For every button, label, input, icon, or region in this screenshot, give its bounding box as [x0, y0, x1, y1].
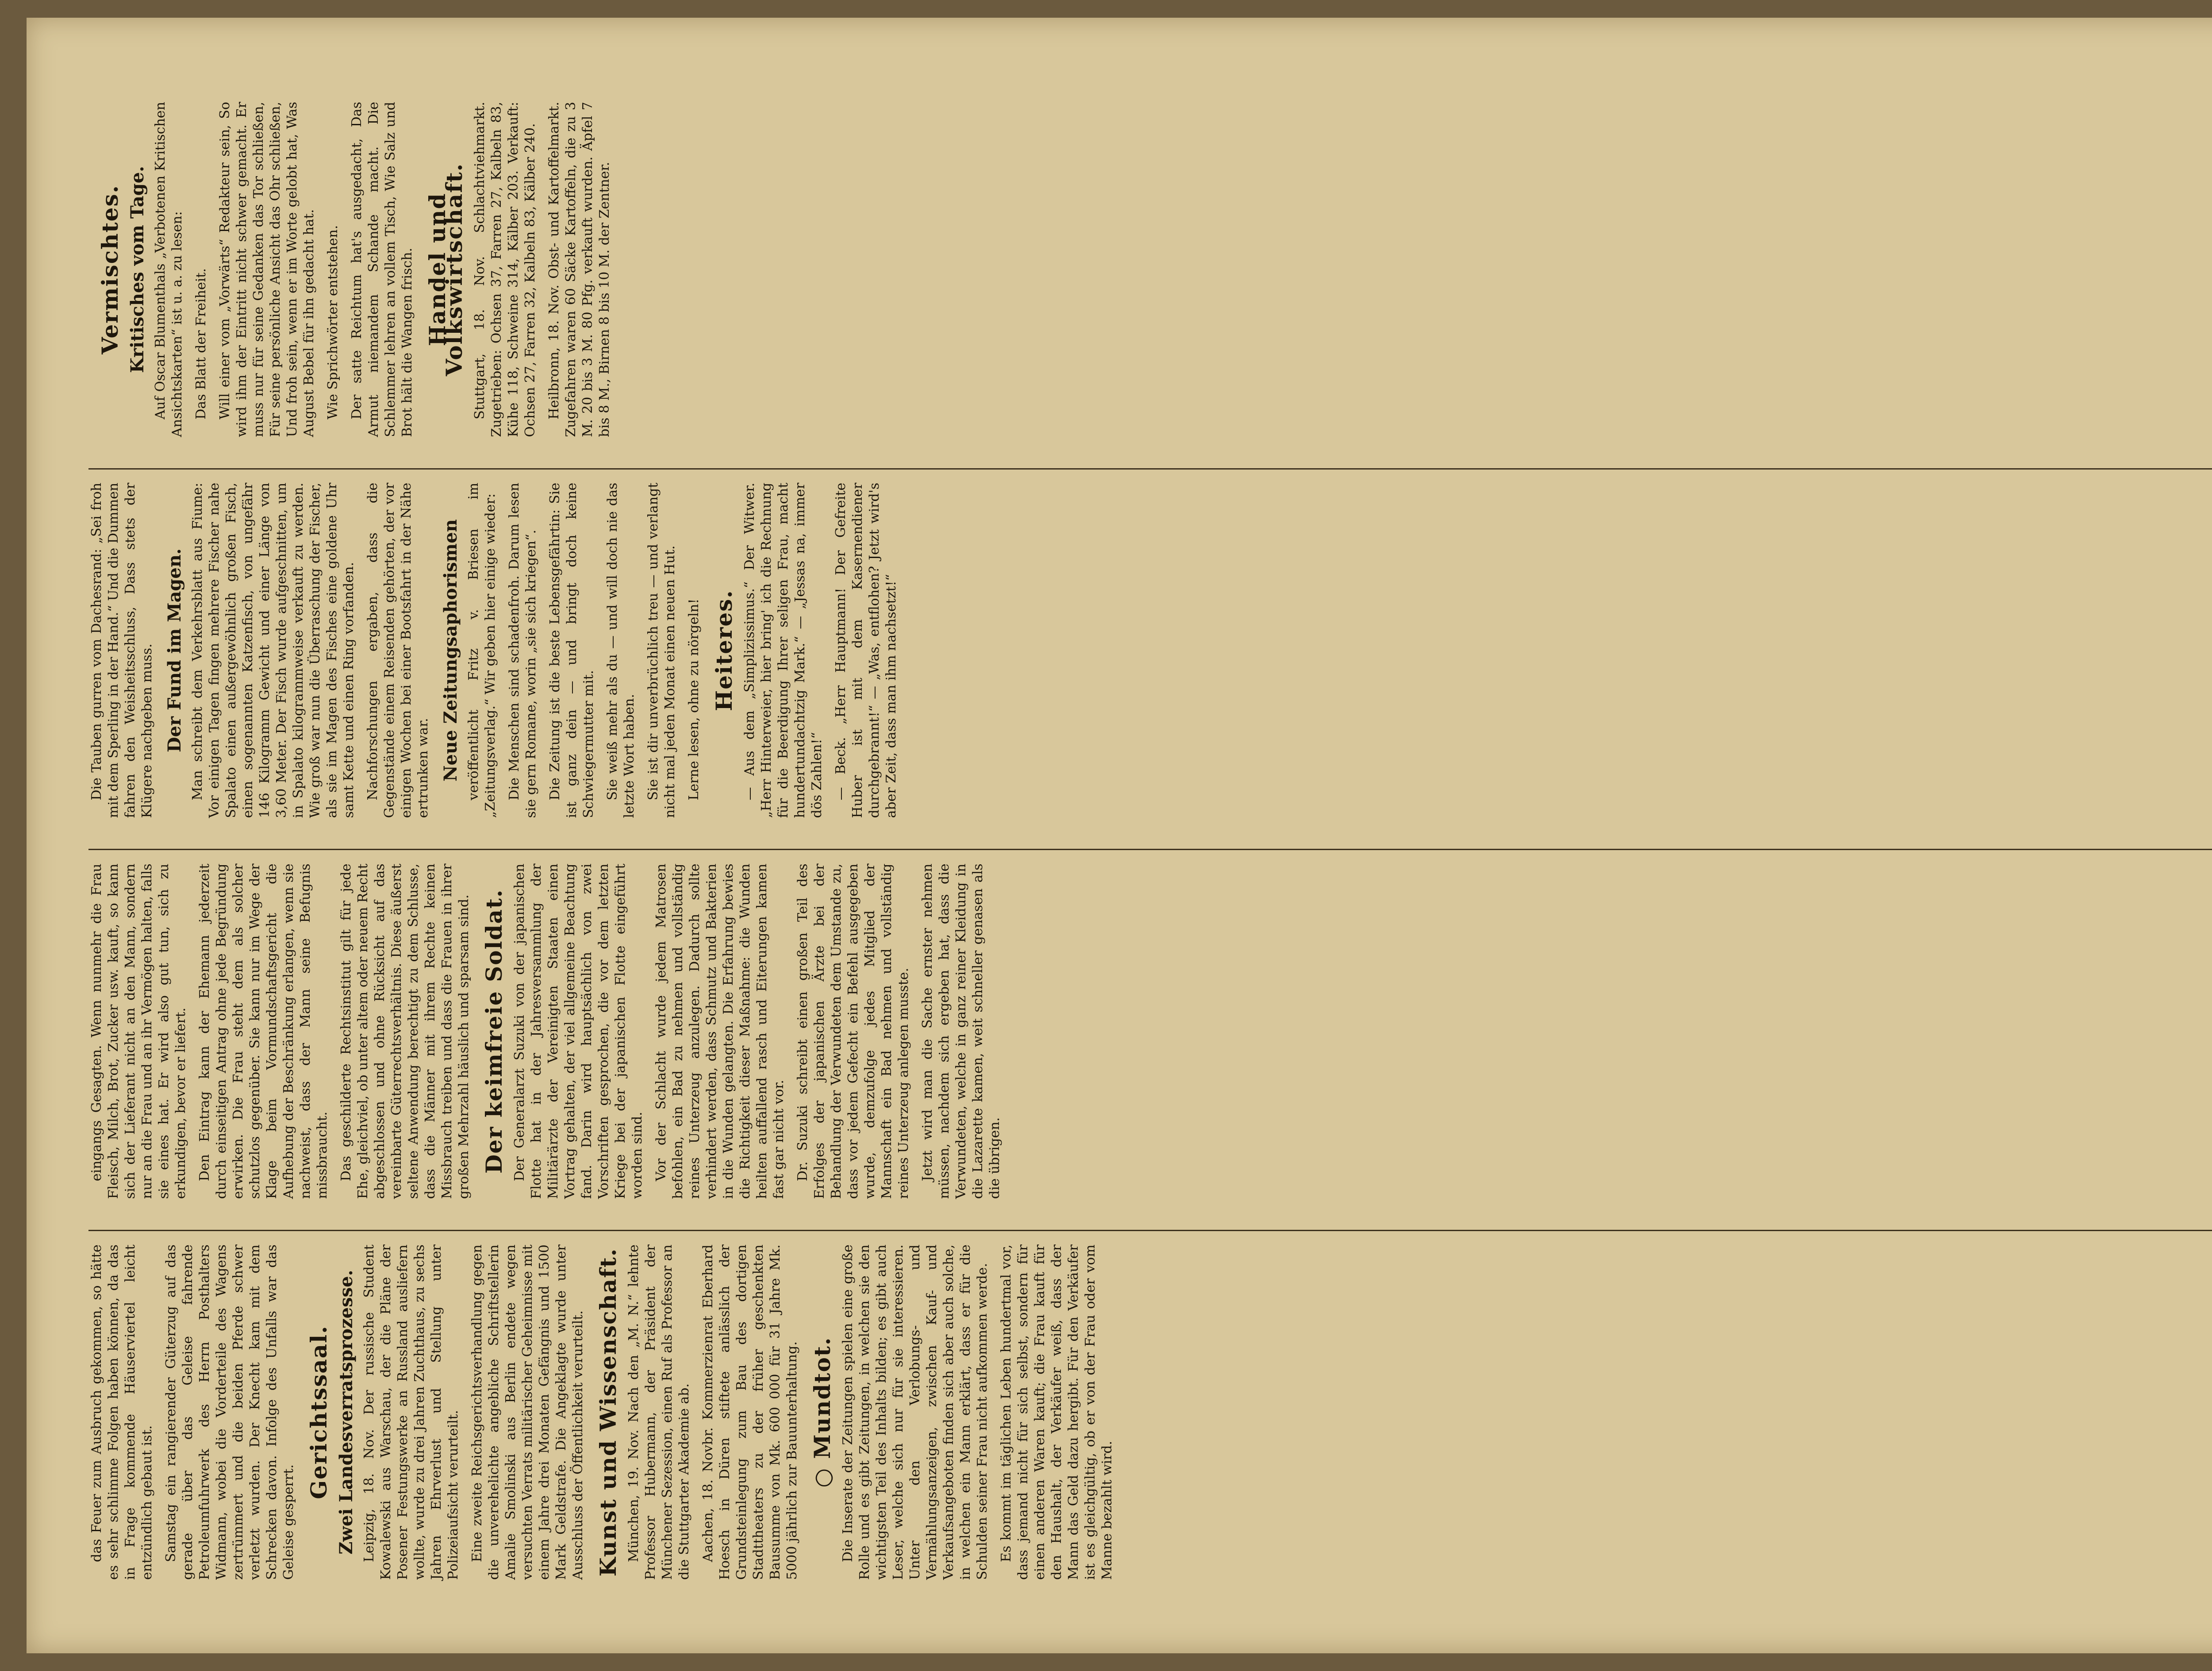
article-paragraph: Das Blatt der Freiheit. — [193, 268, 209, 420]
article-paragraph: München, 19. Nov. Nach den „M. N.“ lehnte Professor Hubermann, der Präsident der Münchener Sezession, einen Ruf als Professor an die Stuttgarter Akademie ab. — [626, 1244, 692, 1580]
article-paragraph: veröffentlicht Fritz v. Briesen im „Zeitungsverlag.“ Wir geben hier einige wieder: — [466, 482, 498, 818]
newspaper-column-1 — [88, 1230, 2212, 1593]
article-paragraph: Vor der Schlacht wurde jedem Matrosen befohlen, ein Bad zu nehmen und vollständig reines Unterzeug anzulegen. Dadurch sollte verhindert werden, dass Schmutz und Bakterien in die Wunden gelangten. Die Erfahrung bewies die Richtigkeit dieser Maßnahme: die Wunden heilten auffallend rasch und Eiterungen kamen fast gar nicht vor. — [653, 863, 787, 1199]
rotated-newspaper-spread — [88, 89, 2212, 1593]
article-paragraph: Die Zeitung ist die beste Lebensgefährtin: Sie ist ganz dein — und bringt doch keine Schwiegermutter mit. — [547, 482, 596, 818]
article-paragraph: — Aus dem „Simplizissimus.“ Der Witwer. „Herr Hinterweier, hier bring' ich die Rechnung für die Beerdigung Ihrer seligen Frau, macht hundertundachtzig Mark.“ — „Jessas na, immer dös Zahlen!“ — [742, 482, 825, 818]
article-paragraph: Es kommt im täglichen Leben hundertmal vor, dass jemand nicht für sich selbst, sondern für einen anderen Waren kauft; die Frau kauft für den Haushalt, der Verkäufer weiß, dass der Mann das Geld dazu hergibt. Für den Verkäufer ist es gleichgültig, ob er von der Frau oder vom Manne bezahlt wird. — [998, 1244, 1115, 1580]
article-heading: Kritisches vom Tage. — [127, 166, 148, 373]
article-paragraph: Sie ist dir unverbrüchlich treu — und verlangt nicht mal jeden Monat einen neuen Hut. — [645, 482, 678, 818]
article-heading: Handel und Volkswirtschaft. — [424, 162, 467, 376]
article-heading: Heiteres. — [711, 589, 737, 711]
article-paragraph: Der Generalarzt Suzuki von der japanischen Flotte hat in der Jahresversammlung der Militärärzte der Vereinigten Staaten einen Vortrag gehalten, der viel allgemeine Beachtung fand. Darin wird hauptsächlich von zwei Vorschriften gesprochen, die vor dem letzten Kriege bei der japanischen Flotte eingeführt worden sind. — [512, 863, 645, 1199]
article-heading: ○ Mundtot. — [809, 1336, 835, 1488]
article-paragraph: Die Inserate der Zeitungen spielen eine große Rolle und es gibt Zeitungen, in welchen sie den wichtigsten Teil des Inhalts bilden; es gibt auch Leser, welche sich nur für sie interessieren. Unter den Verlobungs- und Vermählungsanzeigen, zwischen Kauf- und Verkaufsangeboten finden sich aber auch solche, in welchen ein Mann erklärt, dass er für die Schulden seiner Frau nicht aufkommen werde. — [840, 1244, 990, 1580]
article-heading: Kunst und Wissenschaft. — [595, 1247, 621, 1577]
newspaper-column-3 — [88, 468, 2212, 832]
newspaper-column-4 — [88, 89, 2212, 450]
article-heading: Gerichtssaal. — [306, 1325, 332, 1499]
article-paragraph: Der satte Reichtum hat's ausgedacht, Das Armut niemandem Schande macht. Die Schlemmer lehren an vollem Tisch, Wie Salz und Brot hält die Wangen frisch. — [349, 102, 415, 437]
article-heading: Der Fund im Magen. — [164, 548, 185, 753]
article-paragraph: Wie Sprichwörter entstehen. — [325, 225, 341, 420]
article-paragraph: Sie weiß mehr als du — und will doch nie das letzte Wort haben. — [605, 482, 637, 818]
article-paragraph: Man schreibt dem Verkehrsblatt aus Fiume: Vor einigen Tagen fingen mehrere Fischer nahe Spalato einen außergewöhnlich großen Fisch, einen sogenannten Katzenfisch, von ungefähr 146 Kilogramm Gewicht und einer Länge von 3,60 Meter. Der Fisch wurde aufgeschnitten, um in Spalato kilogrammweise verkauft zu werden. Wie groß war nun die Überraschung der Fischer, als sie im Magen des Fisches eine goldene Uhr samt Kette und einen Ring vorfanden. — [190, 482, 357, 818]
article-paragraph: Die Menschen sind schadenfroh. Darum lesen sie gern Romane, worin „sie sich kriegen“. — [507, 482, 539, 818]
article-paragraph: Lerne lesen, ohne zu nörgeln! — [686, 598, 702, 801]
article-paragraph: Dr. Suzuki schreibt einen großen Teil des Erfolges der japanischen Ärzte bei der Behandlung der Verwundeten dem Umstande zu, dass vor jedem Gefecht ein Befehl ausgegeben wurde, demzufolge jedes Mitglied der Mannschaft ein Bad nehmen und vollständig reines Unterzeug anlegen musste. — [795, 863, 911, 1199]
article-heading: Vermischtes. — [97, 185, 123, 354]
column-container — [88, 89, 2212, 1593]
article-paragraph: Aachen, 18. Novbr. Kommerzienrat Eberhard Hoesch in Düren stiftete anlässlich der Grundsteinlegung zum Bau des dortigen Stadttheaters zu der früher geschenkten Bausumme von Mk. 600 000 für 31 Jahre Mk. 5000 jährlich zur Bauunterhaltung. — [700, 1244, 800, 1580]
article-paragraph: Stuttgart, 18. Nov. Schlachtviehmarkt. Zugetrieben: Ochsen 37, Farren 27, Kalbeln 83, Kühe 118, Schweine 314, Kälber 203. Verkauft: Ochsen 27, Farren 32, Kalbeln 83, Kälber 240. — [472, 102, 538, 437]
article-paragraph: Eine zweite Reichsgerichtsverhandlung gegen die unverehelichte angebliche Schriftstellerin Amalie Smolinski aus Berlin endete wegen versuchten Verrats militärischer Geheimnisse mit einem Jahre drei Monaten Gefängnis und 1500 Mark Geldstrafe. Die Angeklagte wurde unter Ausschluss der Öffentlichkeit verurteilt. — [469, 1244, 586, 1580]
article-paragraph: Die Tauben gurren vom Dachesrand: „Sei froh mit dem Sperling in der Hand.“ Und die Dummen fahren den Weisheitsschluss, Dass stets der Klügere nachgeben muss. — [89, 482, 155, 818]
article-paragraph: Das geschilderte Rechtsinstitut gilt für jede Ehe, gleichviel, ob unter altem oder neuem Recht abgeschlossen und ohne Rücksicht auf das vereinbarte Güterrechtsverhältnis. Diese äußerst seltene Anwendung berechtigt zu dem Schlusse, dass die Männer mit ihrem Rechte keinen Missbrauch treiben und dass die Frauen in ihrer großen Mehrzahl häuslich und sparsam sind. — [338, 863, 472, 1199]
article-paragraph: das Feuer zum Ausbruch gekommen, so hätte es sehr schlimme Folgen haben können, da das in Frage kommende Häuserviertel leicht entzündlich gebaut ist. — [89, 1244, 155, 1580]
article-paragraph: Will einer vom „Vorwärts“ Redakteur sein, So wird ihm der Eintritt nicht schwer gemacht. Er muss nur für seine Gedanken das Tor schließen, Für seine persönliche Ansicht das Ohr schließen, Und froh sein, wenn er im Worte gelobt hat, Was August Bebel für ihn gedacht hat. — [217, 102, 317, 437]
newspaper-column-2 — [88, 849, 2212, 1213]
article-paragraph: — Beck. „Herr Hauptmann! Der Gefreite Huber ist mit dem Kasernendiener durchgebrannt!“ — „Was, entflohen? Jetzt wird's aber Zeit, dass man ihm nachsetzt!“ — [833, 482, 899, 818]
article-paragraph: eingangs Gesagten. Wenn nunmehr die Frau Fleisch, Milch, Brot, Zucker usw. kauft, so kann sich der Lieferant nicht an den Mann, sondern nur an die Frau und an ihr Vermögen halten, falls sie eines hat. Er wird also gut tun, sich zu erkundigen, bevor er liefert. — [89, 863, 188, 1199]
article-heading: Neue Zeitungsaphorismen — [440, 519, 461, 782]
article-paragraph: Heilbronn, 18. Nov. Obst- und Kartoffelmarkt. Zugefahren waren 60 Säcke Kartoffeln, die zu 3 M. 20 bis 3 M. 80 Pfg. verkauft wurden. Äpfel 7 bis 8 M., Birnen 8 bis 10 M. der Zentner. — [546, 102, 612, 437]
article-paragraph: Samstag ein rangierender Güterzug auf das gerade über das Geleise fahrende Petroleumfuhrwerk des Herrn Posthalters Widmann, wobei die Vorderteile des Wagens zertrümmert und die beiden Pferde schwer verletzt wurden. Der Knecht kam mit dem Schrecken davon. Infolge des Unfalls war das Geleise gesperrt. — [163, 1244, 296, 1580]
article-paragraph: Leipzig, 18. Nov. Der russische Student Kowalewski aus Warschau, der die Pläne der Posener Festungswerke an Russland ausliefern wollte, wurde zu drei Jahren Zuchthaus, zu sechs Jahren Ehrverlust und Stellung unter Polizeiaufsicht verurteilt. — [361, 1244, 461, 1580]
article-paragraph: Den Eintrag kann der Ehemann jederzeit durch einseitigen Antrag ohne jede Begründung erwirken. Die Frau steht dem als solcher schutzlos gegenüber. Sie kann nur im Wege der Klage beim Vormundschaftsgericht die Aufhebung der Beschränkung erlangen, wenn sie nachweist, dass der Mann seine Befugnis missbraucht. — [197, 863, 330, 1199]
article-paragraph: Nachforschungen ergaben, dass die Gegenstände einem Reisenden gehörten, der vor einigen Wochen bei einer Bootsfahrt in der Nähe ertrunken war. — [365, 482, 431, 818]
newspaper-page — [27, 18, 2212, 1653]
article-heading: Zwei Landesverratsprozesse. — [336, 1270, 357, 1555]
article-heading: Der keimfreie Soldat. — [481, 889, 507, 1174]
article-paragraph: Jetzt wird man die Sache ernster nehmen müssen, nachdem sich ergeben hat, dass die Verwundeten, welche in ganz reiner Kleidung in die Lazarette kamen, weit schneller genasen als die übrigen. — [920, 863, 1002, 1199]
article-paragraph: Auf Oscar Blumenthals „Verbotenen Kritischen Ansichtskarten“ ist u. a. zu lesen: — [153, 102, 185, 437]
